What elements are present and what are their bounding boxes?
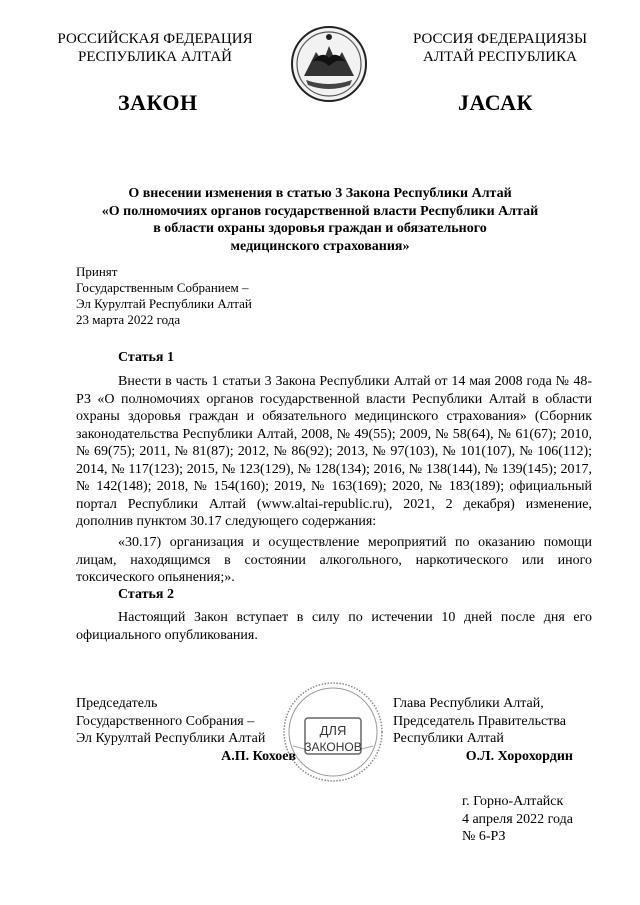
adopted-line4: 23 марта 2022 года (76, 312, 181, 327)
footer-place-date (462, 793, 573, 846)
footer-number: № 6-РЗ (462, 829, 506, 844)
article1-body: Внести в часть 1 статьи 3 Закона Республики Алтай от 14 мая 2008 года № 48-РЗ «О полномочиях органов государственной власти Республики Алтай в области охраны здоровья граждан и обязательного медицинского страхования» (Сборник законодательства Республики Алтай, 2008, № 49(55); 2009, № 58(64), № 61(67); 2010, № 69(75); 2011, № 81(87); 2012, № 86(92); 2013, № 97(103), № 101(107), № 106(112); 2014, № 117(123); 2015, № 123(129), № 128(134); 2016, № 138(144), № 139(145); 2017, № 142(148); 2018, № 154(160); 2019, № 163(169); 2020, № 183(189); официальный портал Республики Алтай (www.altai-republic.ru), 2021, 2 декабря) изменение, дополнив пунктом 30.17 следующего содержания: (76, 374, 592, 529)
header-right (395, 30, 605, 66)
header-left (40, 30, 270, 66)
adopted-line2: Государственным Собранием – (76, 280, 249, 295)
law-title-ru: ЗАКОН (118, 90, 198, 115)
sig-left-line2: Государственного Собрания – (76, 713, 255, 729)
header-right-line2: АЛТАЙ РЕСПУБЛИКА (423, 49, 577, 65)
adoption-info (76, 264, 252, 328)
adopted-line1: Принят (76, 264, 118, 279)
title-line1: О внесении изменения в статью 3 Закона Республики Алтай (128, 186, 512, 201)
document-title (60, 185, 580, 255)
coat-of-arms-icon (290, 22, 368, 106)
title-line4: медицинского страхования» (230, 238, 410, 254)
header-left-line2: РЕСПУБЛИКА АЛТАЙ (78, 49, 232, 65)
sig-right-line2: Председатель Правительства (393, 713, 566, 729)
sig-right-line1: Глава Республики Алтай, (393, 696, 544, 711)
sig-right-line3: Республики Алтай (393, 731, 504, 746)
signature-right (393, 695, 573, 765)
title-line2: «О полномочиях органов государственной власти Республики Алтай (101, 203, 539, 219)
header-right-line1: РОССИЯ ФЕДЕРАЦИЯЗЫ (412, 31, 588, 47)
adopted-line3: Эл Курултай Республики Алтай (76, 296, 252, 311)
article1-heading: Статья 1 (118, 350, 174, 365)
header-left-line1: РОССИЙСКАЯ ФЕДЕРАЦИЯ (57, 31, 253, 47)
article2-heading: Статья 2 (118, 587, 174, 602)
footer-date: 4 апреля 2022 года (462, 811, 573, 827)
sig-left-line3: Эл Курултай Республики Алтай (76, 731, 266, 746)
sig-left-line1: Председатель (76, 696, 158, 711)
footer-city: г. Горно-Алтайск (462, 794, 564, 809)
article1-quote: «30.17) организация и осуществление мероприятий по оказанию помощи лицам, находящимся в состоянии алкогольного, наркотического или иного токсического опьянения;». (76, 535, 592, 585)
stamp-word2: ЗАКОНОВ (304, 740, 362, 754)
sig-right-name: О.Л. Хорохордин (465, 748, 573, 764)
stamp-icon (281, 680, 385, 784)
title-line3: в области охраны здоровья граждан и обязательного (153, 221, 487, 236)
stamp-word1: ДЛЯ (319, 723, 347, 738)
sig-left-name: А.П. Кохоев (221, 748, 296, 764)
article2-body: Настоящий Закон вступает в силу по истечении 10 дней после дня его официального опубликования. (76, 610, 592, 643)
law-title-alt: ЈАСАК (458, 90, 533, 115)
signature-left (76, 695, 296, 765)
